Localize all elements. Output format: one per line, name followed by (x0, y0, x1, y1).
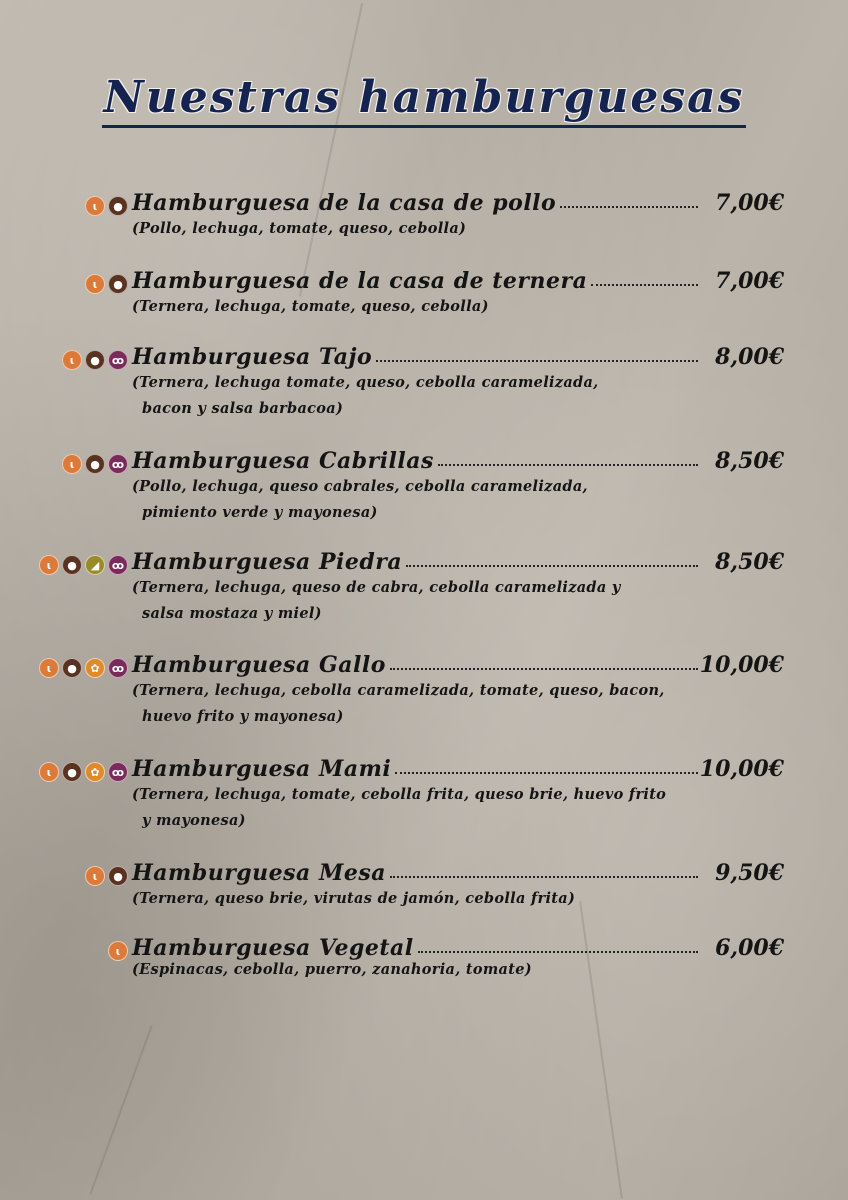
dot-leader (376, 346, 698, 362)
mustard-icon: ✿ (85, 658, 105, 678)
dot-leader (406, 551, 698, 567)
soy-icon: ꝏ (108, 350, 128, 370)
egg-icon: ● (62, 555, 82, 575)
item-price: 9,50€ (715, 860, 784, 886)
dot-leader (390, 862, 698, 878)
item-name: Hamburguesa Vegetal (132, 935, 698, 961)
gluten-icon: ɩ (85, 866, 105, 886)
dot-leader (591, 270, 698, 286)
gluten-icon: ɩ (108, 941, 128, 961)
dot-leader (418, 937, 698, 953)
soy-icon: ꝏ (108, 762, 128, 782)
gluten-icon: ɩ (39, 658, 59, 678)
item-name: Hamburguesa Mesa (132, 860, 698, 886)
item-description: (Pollo, lechuga, queso cabrales, cebolla caramelizada, pimiento verde y mayonesa) (132, 478, 588, 521)
page-title: Nuestras hamburguesas (0, 72, 848, 123)
item-description: (Ternera, lechuga, cebolla caramelizada, tomate, queso, bacon, huevo frito y mayonesa) (132, 682, 665, 725)
item-price: 10,00€ (699, 652, 784, 678)
item-price: 10,00€ (699, 756, 784, 782)
egg-icon: ● (85, 454, 105, 474)
egg-icon: ● (62, 762, 82, 782)
item-price: 8,00€ (715, 344, 784, 370)
paper-crease (89, 1025, 152, 1195)
paper-crease (299, 3, 363, 297)
allergen-icons (39, 555, 128, 575)
item-description: (Pollo, lechuga, tomate, queso, cebolla) (132, 220, 467, 237)
gluten-icon: ɩ (62, 454, 82, 474)
allergen-icons (39, 658, 128, 678)
item-description: (Ternera, queso brie, virutas de jamón, cebolla frita) (132, 890, 576, 907)
egg-icon: ● (108, 274, 128, 294)
egg-icon: ● (108, 866, 128, 886)
dot-leader (438, 450, 698, 466)
egg-icon: ● (85, 350, 105, 370)
item-name: Hamburguesa de la casa de pollo (132, 190, 698, 216)
item-price: 8,50€ (715, 549, 784, 575)
item-price: 7,00€ (715, 268, 784, 294)
gluten-icon: ɩ (39, 762, 59, 782)
allergen-icons (62, 454, 128, 474)
item-description: (Espinacas, cebolla, puerro, zanahoria, tomate) (132, 961, 532, 978)
gluten-icon: ɩ (62, 350, 82, 370)
allergen-icons (62, 350, 128, 370)
item-name: Hamburguesa Mami (132, 756, 698, 782)
egg-icon: ● (108, 196, 128, 216)
gluten-icon: ɩ (39, 555, 59, 575)
soy-icon: ꝏ (108, 658, 128, 678)
egg-icon: ● (62, 658, 82, 678)
item-price: 6,00€ (715, 935, 784, 961)
allergen-icons (85, 274, 128, 294)
item-name: Hamburguesa de la casa de ternera (132, 268, 698, 294)
item-name: Hamburguesa Tajo (132, 344, 698, 370)
item-price: 7,00€ (715, 190, 784, 216)
allergen-icons (108, 941, 128, 961)
dot-leader (395, 758, 698, 774)
allergen-icons (39, 762, 128, 782)
dot-leader (560, 192, 698, 208)
allergen-icons (85, 196, 128, 216)
gluten-icon: ɩ (85, 196, 105, 216)
item-name: Hamburguesa Piedra (132, 549, 698, 575)
item-price: 8,50€ (715, 448, 784, 474)
item-description: (Ternera, lechuga, tomate, cebolla frita, queso brie, huevo frito y mayonesa) (132, 786, 667, 829)
allergen-icons (85, 866, 128, 886)
mustard-icon: ✿ (85, 762, 105, 782)
item-description: (Ternera, lechuga, tomate, queso, cebolla) (132, 298, 489, 315)
soy-icon: ꝏ (108, 555, 128, 575)
soy-icon: ꝏ (108, 454, 128, 474)
dot-leader (390, 654, 698, 670)
item-name: Hamburguesa Cabrillas (132, 448, 698, 474)
item-description: (Ternera, lechuga, queso de cabra, cebolla caramelizada y salsa mostaza y miel) (132, 579, 621, 622)
gluten-icon: ɩ (85, 274, 105, 294)
item-description: (Ternera, lechuga tomate, queso, cebolla caramelizada, bacon y salsa barbacoa) (132, 374, 599, 417)
lactose-icon: ◢ (85, 555, 105, 575)
item-name: Hamburguesa Gallo (132, 652, 698, 678)
